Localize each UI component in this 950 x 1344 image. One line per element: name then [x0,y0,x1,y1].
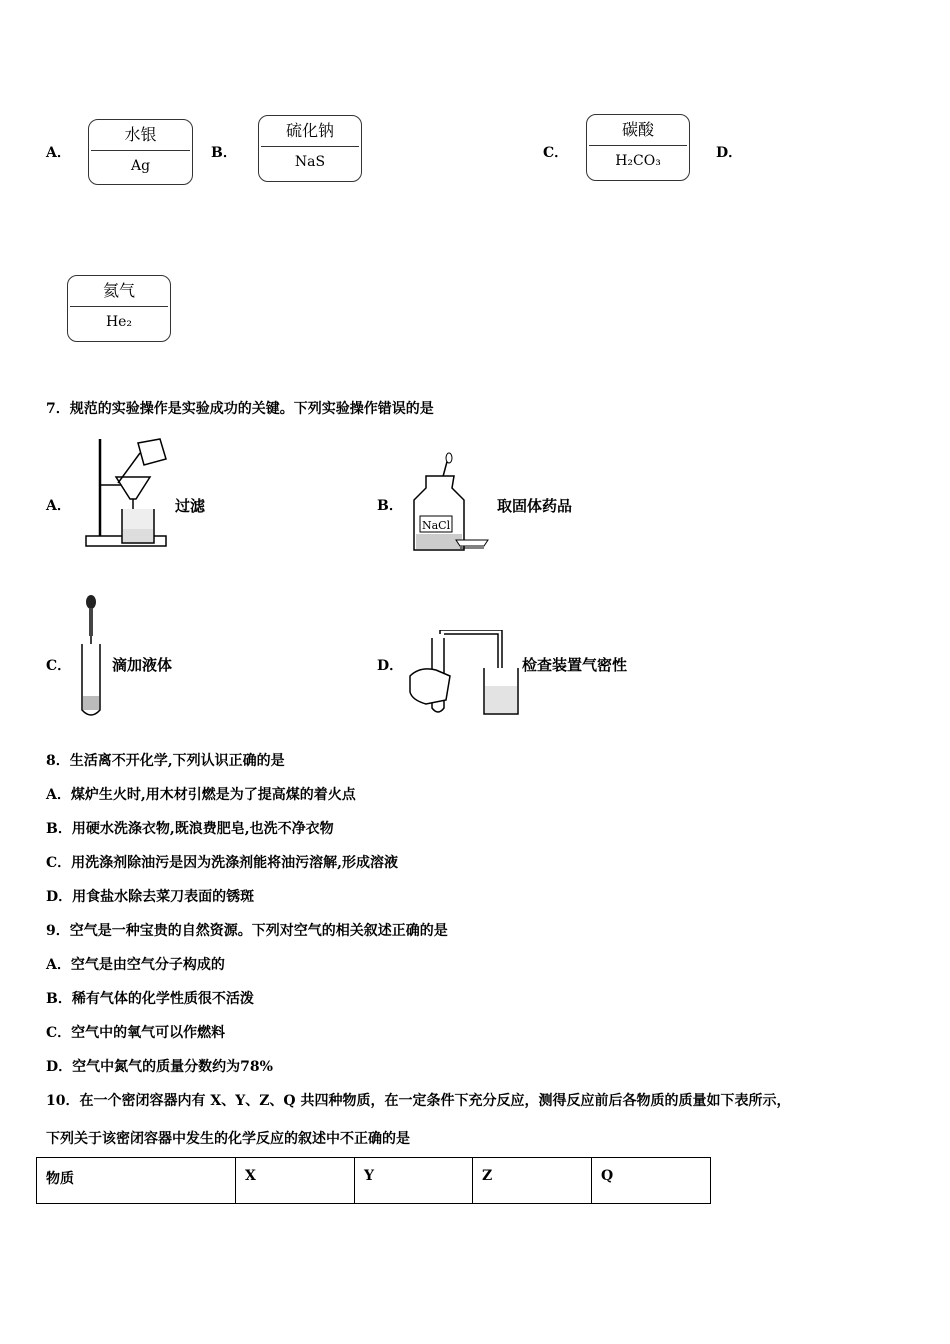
question-9-option-b: B．稀有气体的化学性质很不活泼 [46,991,254,1007]
question-8-option-c: C．用洗涤剂除油污是因为洗涤剂能将油污溶解,形成溶液 [46,855,399,871]
dropper-test-tube-image [76,592,108,720]
question-9-option-d: D．空气中氮气的质量分数约为78% [46,1059,273,1075]
question-9-stem: 9．空气是一种宝贵的自然资源。下列对空气的相关叙述正确的是 [46,923,448,939]
option-caption: 取固体药品 [497,497,573,515]
card-formula: NaS [294,154,326,170]
card-name: 氦气 [70,276,168,307]
card-name: 硫化钠 [261,116,359,147]
table-header-cell: Z [473,1158,592,1204]
element-card-helium [67,275,171,342]
option-letter: B． [377,498,403,514]
question-8-option-d: D．用食盐水除去菜刀表面的锈斑 [46,889,255,905]
question-8-stem: 8．生活离不开化学,下列认识正确的是 [46,753,285,769]
option-letter: D． [716,145,743,161]
question-8-option-b: B．用硬水洗涤衣物,既浪费肥皂,也洗不净衣物 [46,821,334,837]
option-caption: 过滤 [175,497,206,515]
question-10-stem-line1: 10．在一个密闭容器内有 X、Y、Z、Q 共四种物质，在一定条件下充分反应，测得反应前后各物质的质量如下表所示， [46,1093,791,1109]
card-formula: Ag [130,158,151,174]
question-8-option-a: A．煤炉生火时,用木材引燃是为了提高煤的着火点 [46,787,356,803]
card-name: 水银 [91,120,190,151]
question-9-option-a: A．空气是由空气分子构成的 [46,957,225,973]
mass-table [36,1157,711,1204]
option-letter: B． [211,145,237,161]
option-caption: 检查装置气密性 [522,656,628,674]
reagent-bottle-image [406,452,492,552]
card-formula: He₂ [105,314,133,330]
table-header-cell: Y [355,1158,473,1204]
card-name: 碳酸 [589,115,687,146]
filtration-apparatus-image [80,437,172,551]
option-letter: A． [46,145,71,161]
option-letter: C． [543,145,569,161]
option-letter: C． [46,658,72,674]
element-card-carbonic-acid [586,114,690,181]
option-letter: D． [377,658,404,674]
element-card-mercury [88,119,193,185]
option-letter: A． [46,498,71,514]
airtightness-check-image [406,630,520,716]
bottle-label: NaCl [422,519,451,532]
card-formula: H₂CO₃ [615,153,661,169]
question-9-option-c: C．空气中的氧气可以作燃料 [46,1025,226,1041]
question-10-stem-line2: 下列关于该密闭容器中发生的化学反应的叙述中不正确的是 [46,1131,410,1147]
table-header-cell: X [236,1158,355,1204]
table-header-cell: Q [592,1158,711,1204]
option-caption: 滴加液体 [112,656,173,674]
element-card-sodium-sulfide [258,115,362,182]
table-row [37,1158,711,1204]
table-header-cell: 物质 [37,1158,236,1204]
question-7-stem: 7．规范的实验操作是实验成功的关键。下列实验操作错误的是 [46,401,434,417]
